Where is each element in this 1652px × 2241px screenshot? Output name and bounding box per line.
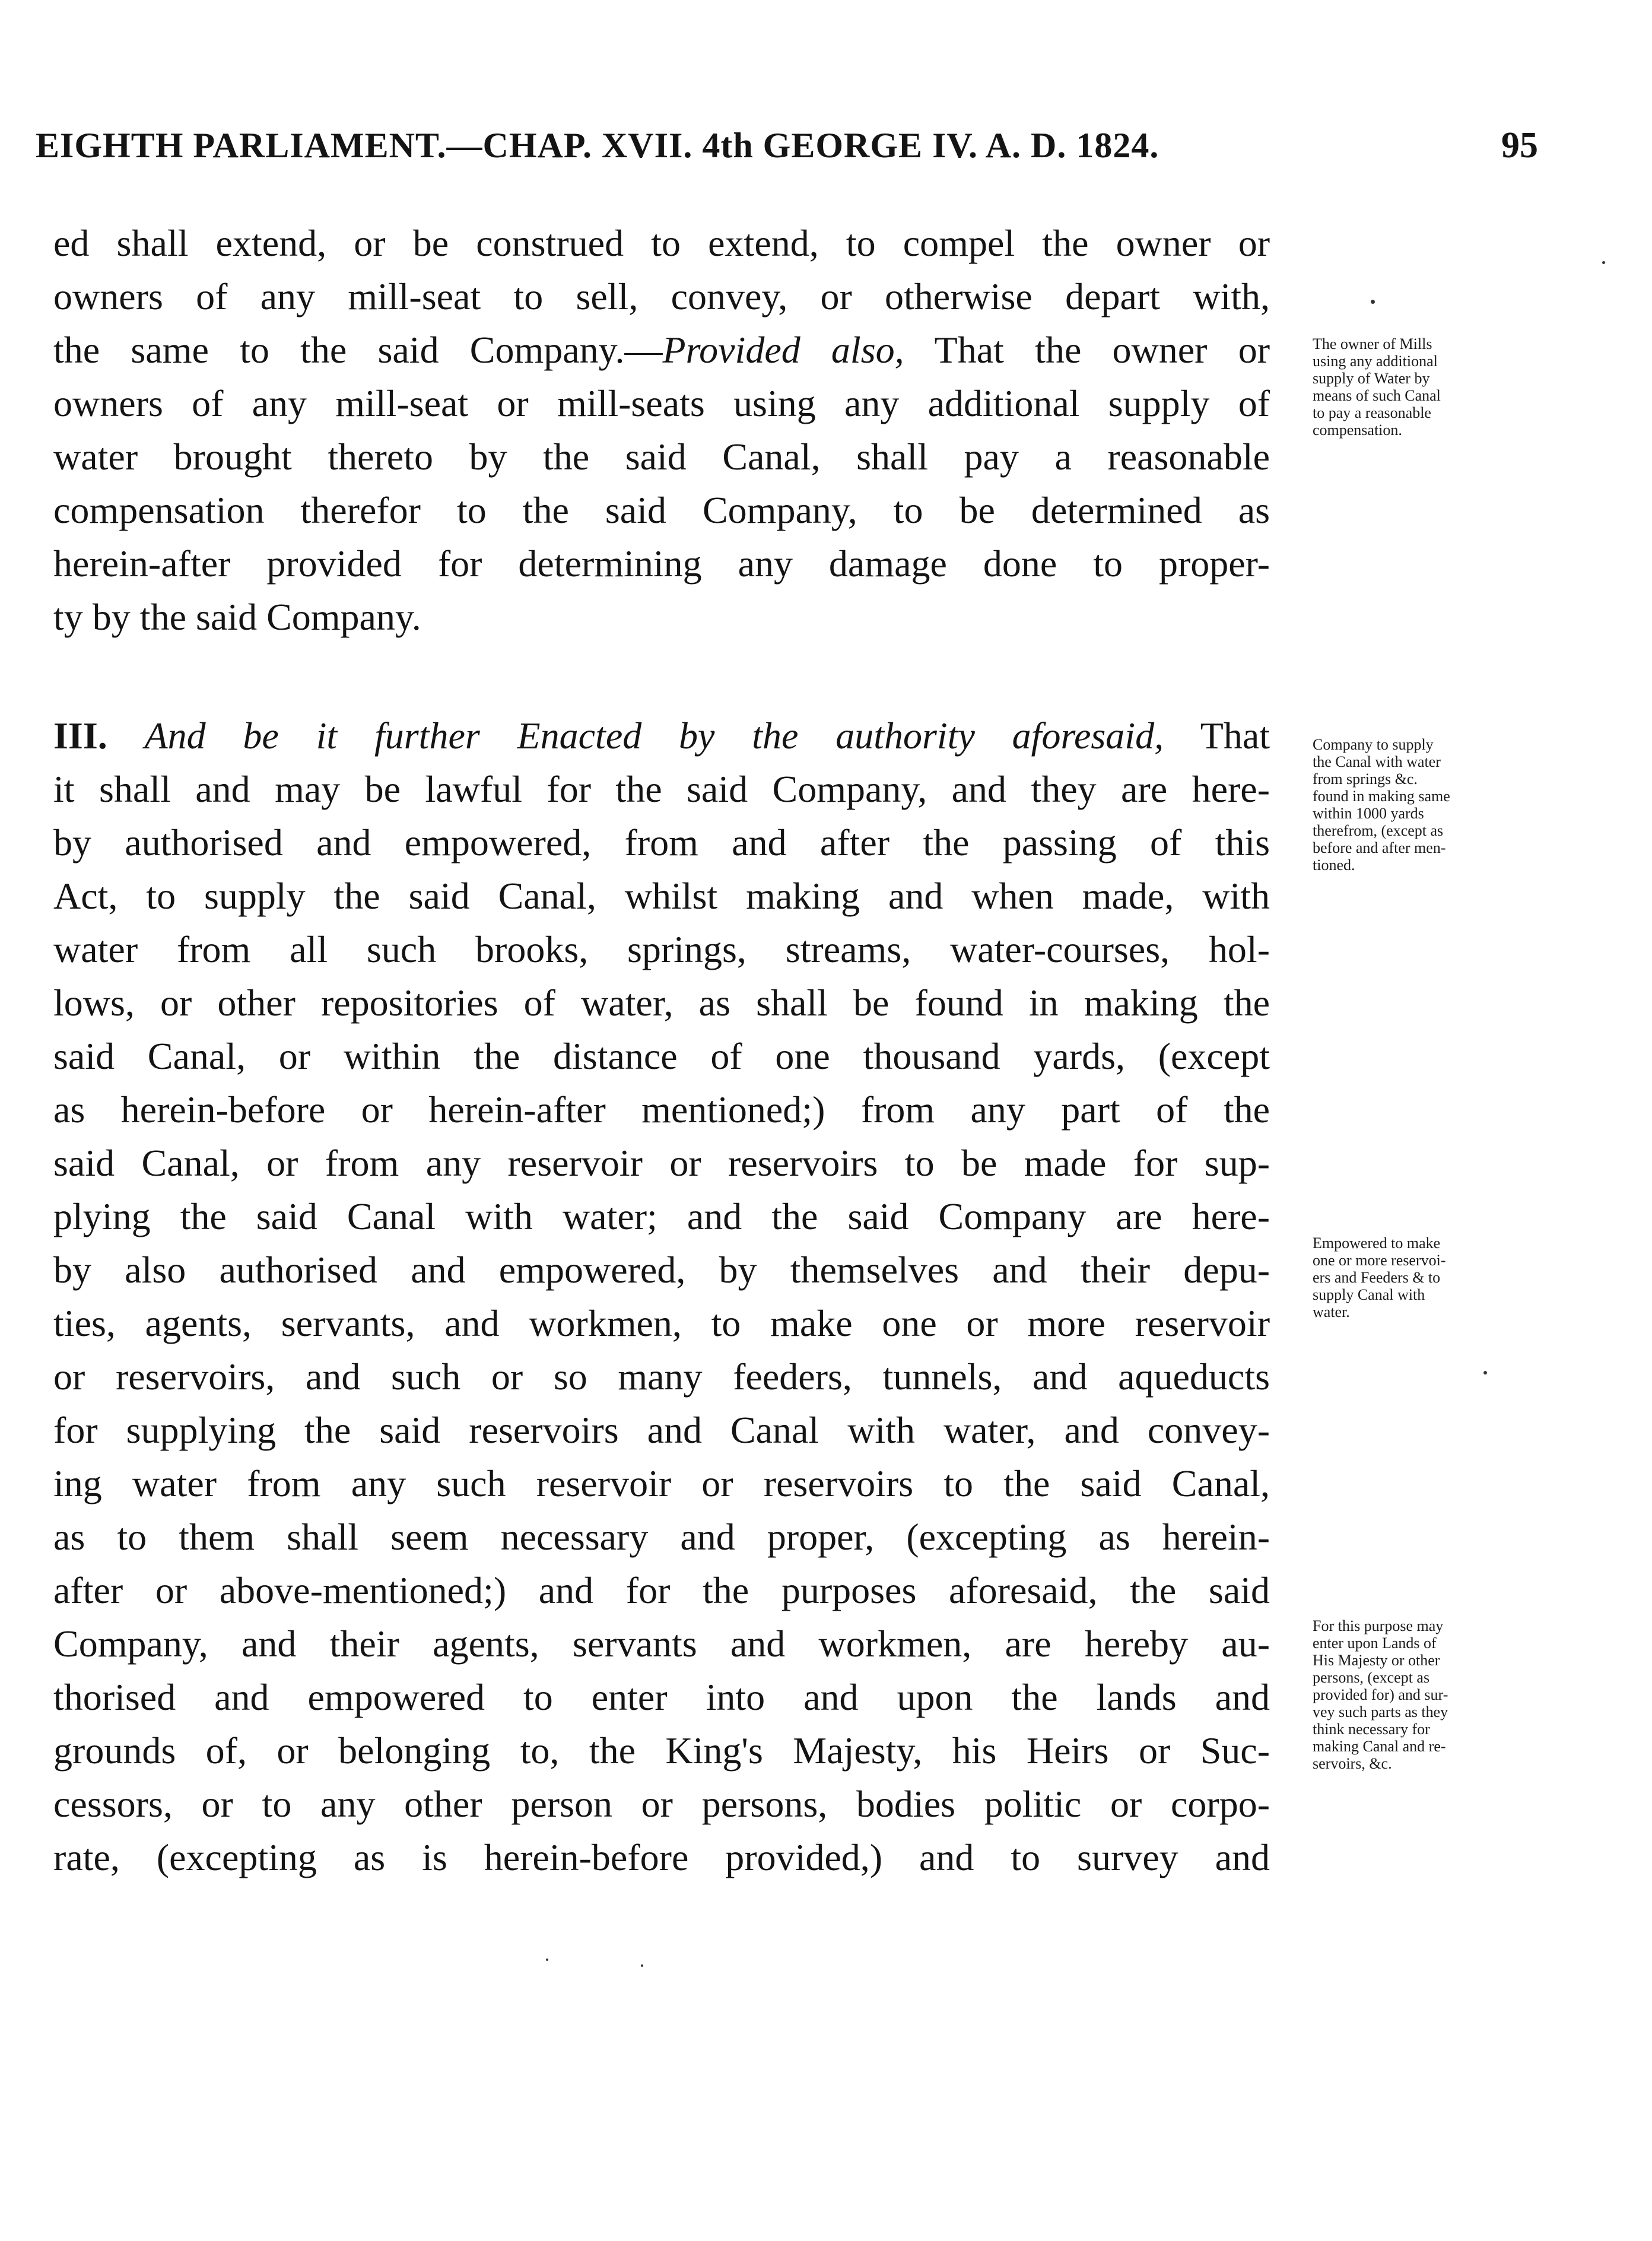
margin-note-line: one or more reservoi-	[1313, 1252, 1446, 1269]
margin-note-mill-owners	[1313, 335, 1562, 439]
running-head: EIGHTH PARLIAMENT.—CHAP. XVII. 4th GEORGE IV. A. D. 1824.	[36, 126, 1159, 165]
body-line: ed shall extend, or be construed to extend, to compel the owner or	[53, 222, 1270, 264]
body-line: compensation therefor to the said Company, to be determined as	[53, 489, 1270, 531]
margin-note-line: supply Canal with	[1313, 1286, 1425, 1303]
print-speck	[546, 1959, 548, 1961]
body-line: ty by the said Company.	[53, 596, 421, 638]
body-line: for supplying the said reservoirs and Canal with water, and convey-	[53, 1409, 1270, 1451]
margin-note-line: supply of Water by	[1313, 370, 1430, 387]
margin-note-line: within 1000 yards	[1313, 805, 1424, 822]
margin-note-line: using any additional	[1313, 353, 1438, 370]
body-line: herein-after provided for determining any damage done to proper-	[53, 542, 1270, 585]
print-speck	[641, 1964, 643, 1967]
margin-note-line: servoirs, &c.	[1313, 1755, 1392, 1772]
margin-note-line: For this purpose may	[1313, 1617, 1444, 1634]
margin-note-line: think necessary for	[1313, 1721, 1430, 1738]
margin-note-line: Company to supply	[1313, 736, 1434, 753]
body-line: rate, (excepting as is herein-before provided,) and to survey and	[53, 1836, 1270, 1878]
print-speck	[1602, 261, 1605, 264]
body-line: said Canal, or within the distance of one thousand yards, (except	[53, 1035, 1270, 1077]
body-line: by also authorised and empowered, by themselves and their depu-	[53, 1249, 1270, 1291]
italic-phrase: Provided also,	[662, 329, 904, 371]
body-line: or reservoirs, and such or so many feeders, tunnels, and aqueducts	[53, 1356, 1270, 1398]
body-line: ing water from any such reservoir or reservoirs to the said Canal,	[53, 1462, 1270, 1504]
body-line: thorised and empowered to enter into and upon the lands and	[53, 1676, 1270, 1718]
margin-note-line: therefrom, (except as	[1313, 822, 1444, 839]
body-line: water from all such brooks, springs, streams, water-courses, hol-	[53, 928, 1270, 970]
body-line: grounds of, or belonging to, the King's Majesty, his Heirs or Suc-	[53, 1729, 1270, 1772]
body-line: after or above-mentioned;) and for the purposes aforesaid, the said	[53, 1569, 1270, 1611]
body-line: water brought thereto by the said Canal, shall pay a reasonable	[53, 436, 1270, 478]
margin-note-line: making Canal and re-	[1313, 1738, 1446, 1755]
body-line: ties, agents, servants, and workmen, to make one or more reservoir	[53, 1302, 1270, 1344]
body-line: Act, to supply the said Canal, whilst making and when made, with	[53, 875, 1270, 917]
body-line: by authorised and empowered, from and after the passing of this	[53, 821, 1270, 864]
margin-note-line: provided for) and sur-	[1313, 1686, 1448, 1703]
section-number: III.	[53, 715, 145, 757]
body-line: lows, or other repositories of water, as shall be found in making the	[53, 982, 1270, 1024]
margin-note-line: water.	[1313, 1303, 1350, 1321]
margin-note-line: His Majesty or other	[1313, 1652, 1440, 1669]
section-lead-line	[53, 709, 1270, 763]
print-speck	[1483, 1371, 1487, 1375]
body-text: the same to the said Company.—	[53, 329, 663, 371]
body-text: That the owner or	[904, 329, 1270, 371]
margin-note-line: before and after men-	[1313, 839, 1446, 856]
margin-note-enter-lands	[1313, 1617, 1562, 1772]
margin-note-line: vey such parts as they	[1313, 1703, 1448, 1721]
print-speck	[1371, 300, 1375, 304]
body-line: said Canal, or from any reservoir or reservoirs to be made for sup-	[53, 1142, 1270, 1184]
body-line: cessors, or to any other person or persons, bodies politic or corpo-	[53, 1783, 1270, 1825]
margin-note-line: compensation.	[1313, 421, 1402, 439]
body-line: as herein-before or herein-after mentioned;) from any part of the	[53, 1088, 1270, 1131]
margin-note-line: from springs &c.	[1313, 770, 1418, 788]
margin-note-line: ers and Feeders & to	[1313, 1269, 1441, 1286]
margin-note-line: The owner of Mills	[1313, 335, 1432, 353]
margin-note-line: the Canal with water	[1313, 753, 1441, 770]
margin-note-line: persons, (except as	[1313, 1669, 1430, 1686]
body-text: That	[1164, 715, 1270, 757]
body-line	[53, 323, 1270, 377]
margin-note-line: means of such Canal	[1313, 387, 1441, 404]
margin-note-line: enter upon Lands of	[1313, 1634, 1437, 1652]
margin-note-line: tioned.	[1313, 856, 1355, 874]
margin-note-line: to pay a reasonable	[1313, 404, 1431, 421]
margin-note-supply-water	[1313, 736, 1562, 874]
body-line: Company, and their agents, servants and workmen, are hereby au-	[53, 1623, 1270, 1665]
body-line: owners of any mill-seat or mill-seats using any additional supply of	[53, 382, 1270, 424]
page-number: 95	[1501, 125, 1538, 166]
margin-note-line: Empowered to make	[1313, 1234, 1441, 1252]
body-line: as to them shall seem necessary and proper, (excepting as herein-	[53, 1516, 1270, 1558]
enacting-clause: And be it further Enacted by the authority aforesaid,	[144, 715, 1164, 757]
body-line: owners of any mill-seat to sell, convey, or otherwise depart with,	[53, 275, 1270, 318]
margin-note-reservoirs	[1313, 1234, 1562, 1321]
margin-note-line: found in making same	[1313, 788, 1450, 805]
body-line: it shall and may be lawful for the said Company, and they are here-	[53, 768, 1270, 810]
body-line: plying the said Canal with water; and the said Company are here-	[53, 1195, 1270, 1237]
